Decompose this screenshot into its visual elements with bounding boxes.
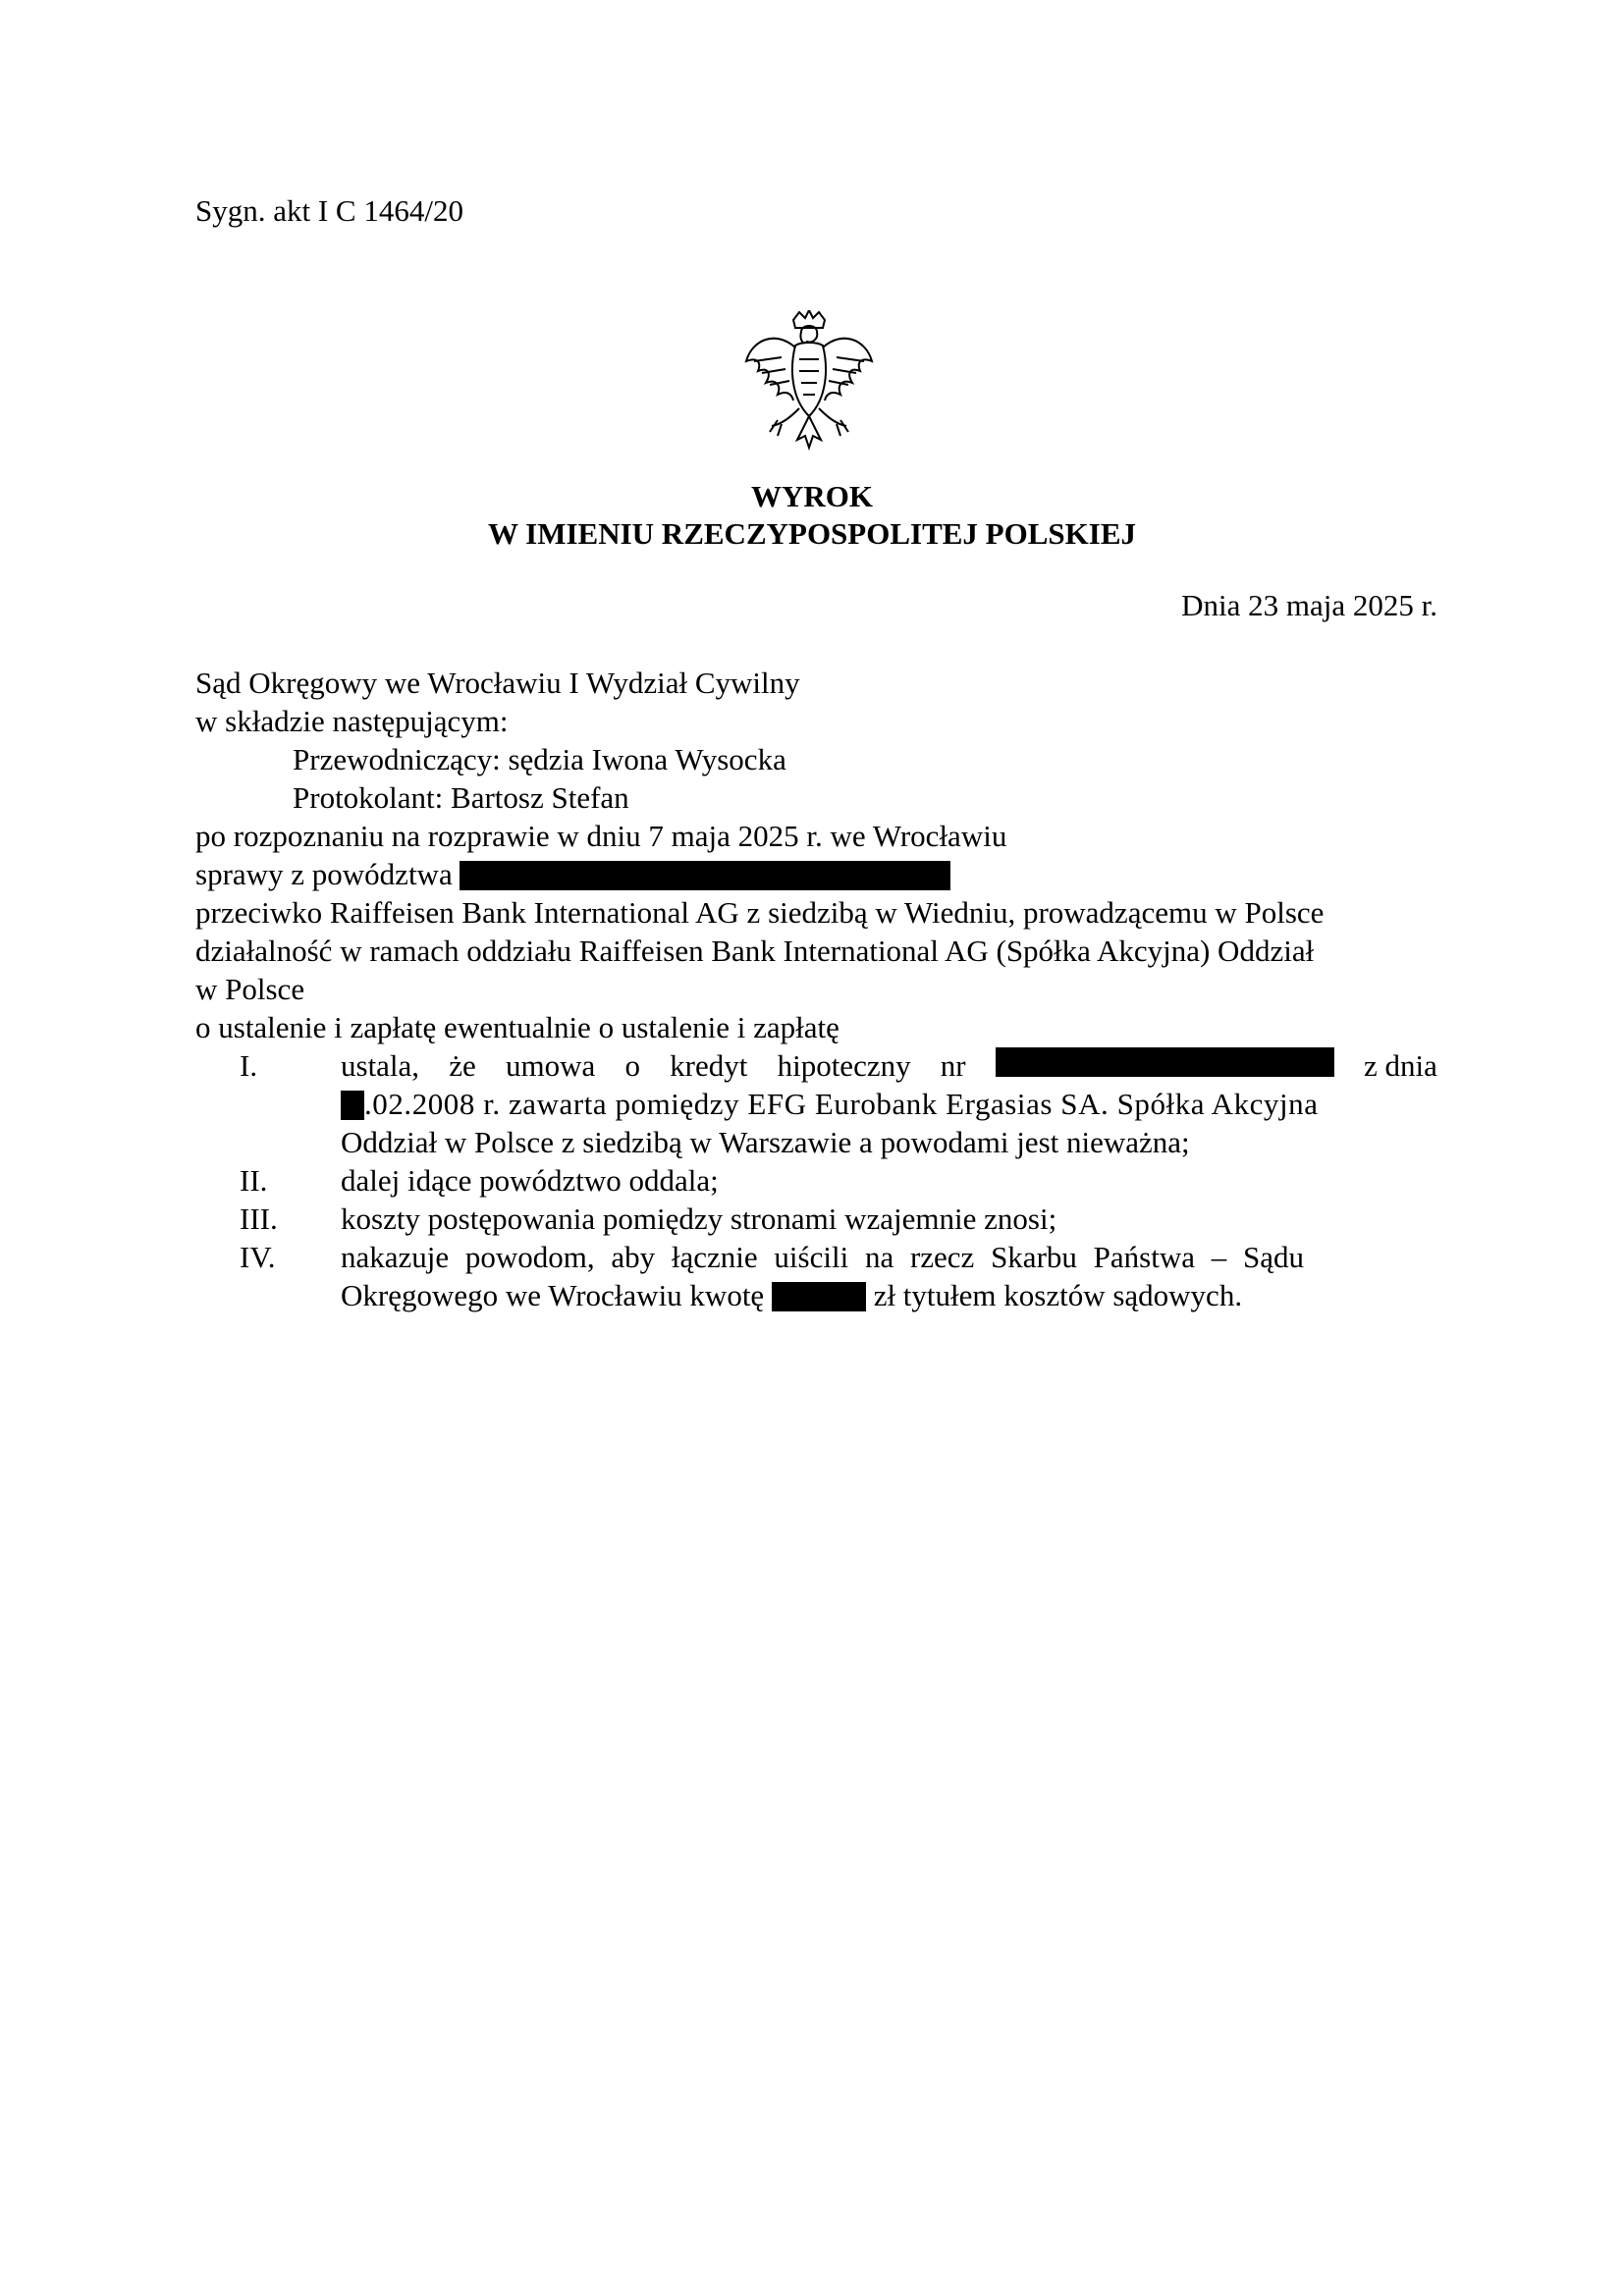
item-line bbox=[341, 1047, 1437, 1085]
item-line: dalej idące powództwo oddala; bbox=[341, 1163, 719, 1198]
case-subject: o ustalenie i zapłatę ewentualnie o ustalenie i zapłatę bbox=[195, 1010, 839, 1044]
item-text: .02.2008 r. zawarta pomiędzy EFG Eurobank Ergasias SA. Spółka Akcyjna bbox=[364, 1087, 1319, 1121]
item-number: IV. bbox=[240, 1240, 276, 1274]
item-word: z dnia bbox=[1364, 1048, 1437, 1083]
item-number: III. bbox=[240, 1201, 278, 1236]
item-word: nr bbox=[940, 1048, 966, 1083]
judgment-date: Dnia 23 maja 2025 r. bbox=[1181, 588, 1437, 622]
redacted-plaintiff bbox=[460, 861, 950, 890]
redacted-amount bbox=[772, 1282, 866, 1311]
document-title: WYROK bbox=[751, 479, 873, 513]
document-subtitle: W IMIENIU RZECZYPOSPOLITEJ POLSKIEJ bbox=[487, 516, 1137, 551]
defendant-line-3: w Polsce bbox=[195, 972, 305, 1006]
plaintiff-line bbox=[195, 856, 950, 893]
item-text: zł tytułem kosztów sądowych. bbox=[873, 1278, 1243, 1312]
item-line bbox=[341, 1086, 1437, 1123]
item-word: ustala, bbox=[341, 1048, 420, 1083]
redacted-contract-number bbox=[996, 1047, 1334, 1077]
item-word: kredyt bbox=[670, 1048, 748, 1083]
item-line: nakazuje powodom, aby łącznie uiścili na rzecz Skarbu Państwa – Sądu bbox=[341, 1240, 1304, 1274]
item-word: o bbox=[624, 1048, 640, 1083]
polish-eagle-emblem-icon bbox=[742, 310, 876, 459]
item-number: II. bbox=[240, 1163, 268, 1198]
court-clerk: Protokolant: Bartosz Stefan bbox=[293, 780, 629, 815]
court-name: Sąd Okręgowy we Wrocławiu I Wydział Cywilny bbox=[195, 666, 800, 700]
hearing-line: po rozpoznaniu na rozprawie w dniu 7 maja 2025 r. we Wrocławiu bbox=[195, 819, 1007, 853]
composition-intro: w składzie następującym: bbox=[195, 704, 509, 738]
item-text: Okręgowego we Wrocławiu kwotę bbox=[341, 1278, 765, 1312]
item-number: I. bbox=[240, 1048, 258, 1083]
item-line: koszty postępowania pomiędzy stronami wzajemnie znosi; bbox=[341, 1201, 1057, 1236]
presiding-judge: Przewodniczący: sędzia Iwona Wysocka bbox=[293, 742, 786, 776]
item-line bbox=[341, 1277, 1437, 1314]
redacted-day bbox=[341, 1091, 364, 1120]
item-word: że bbox=[449, 1048, 476, 1083]
item-word: umowa bbox=[506, 1048, 596, 1083]
plaintiff-prefix: sprawy z powództwa bbox=[195, 857, 453, 891]
item-line: Oddział w Polsce z siedzibą w Warszawie a powodami jest nieważna; bbox=[341, 1125, 1190, 1159]
case-signature: Sygn. akt I C 1464/20 bbox=[195, 193, 463, 228]
defendant-line-1: przeciwko Raiffeisen Bank International AG z siedzibą w Wiedniu, prowadzącemu w Polsce bbox=[195, 895, 1325, 930]
item-word: hipoteczny bbox=[777, 1048, 911, 1083]
defendant-line-2: działalność w ramach oddziału Raiffeisen Bank International AG (Spółka Akcyjna) Oddział bbox=[195, 934, 1315, 968]
